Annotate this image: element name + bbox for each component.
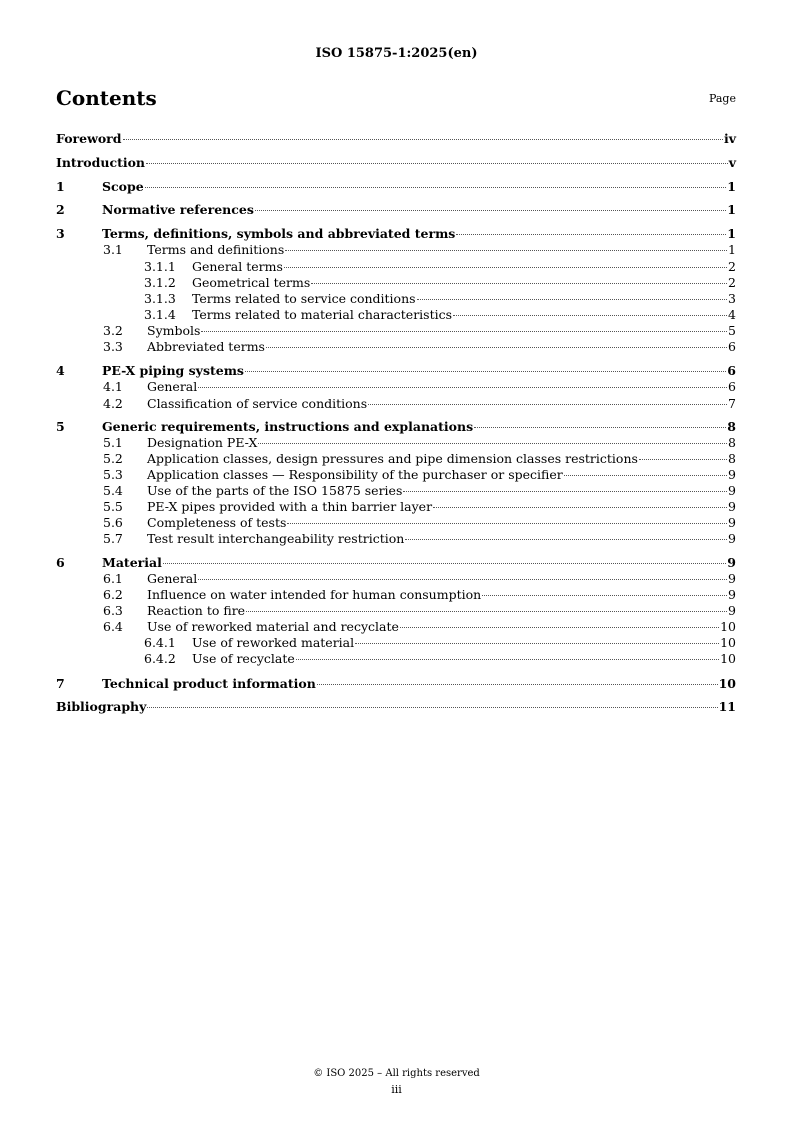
toc-entry-page: 2	[728, 259, 736, 274]
toc-entry-title: Foreword	[56, 131, 122, 146]
dot-leader	[368, 404, 727, 405]
toc-entry-number: 3.1.2	[144, 275, 176, 290]
toc-entry-number: 5.3	[103, 467, 123, 482]
page-footer	[0, 1066, 793, 1098]
toc-entry-number: 5.1	[103, 435, 123, 450]
toc-entry-page: 9	[728, 499, 736, 514]
page-column-label: Page	[708, 92, 736, 105]
toc-entry-title: Geometrical terms	[192, 275, 311, 290]
toc-entry-title: General terms	[192, 259, 283, 274]
toc-entry[interactable]	[56, 179, 736, 195]
toc-entry-title: Symbols	[147, 323, 201, 338]
toc-entry-page: 10	[718, 676, 736, 691]
toc-entry-title: General	[147, 571, 198, 586]
toc-entry-title: Use of recyclate	[192, 651, 295, 666]
toc-entry-page: 9	[728, 571, 736, 586]
toc-entry-number: 3	[56, 226, 65, 241]
toc-entry-page: 1	[727, 226, 736, 241]
toc-entry-title: Normative references	[102, 202, 254, 217]
dot-leader	[285, 250, 727, 251]
contents-title: Contents	[56, 86, 157, 110]
toc-entry[interactable]	[56, 291, 736, 307]
dot-leader	[482, 595, 727, 596]
dot-leader	[198, 387, 727, 388]
dot-leader	[245, 371, 726, 372]
dot-leader	[201, 331, 727, 332]
toc-entry-title: Use of reworked material and recyclate	[147, 619, 399, 634]
dot-leader	[433, 507, 727, 508]
dot-leader	[355, 643, 719, 644]
toc-entry-number: 6.3	[103, 603, 123, 618]
toc-entry-title: Generic requirements, instructions and explanations	[102, 419, 474, 434]
toc-entry[interactable]	[56, 676, 736, 692]
toc-entry-title: Use of reworked material	[192, 635, 355, 650]
toc-entry-title: Reaction to fire	[147, 603, 246, 618]
dot-leader	[417, 299, 728, 300]
toc-entry[interactable]	[56, 483, 736, 499]
toc-entry-page: 11	[718, 699, 736, 714]
dot-leader	[456, 234, 726, 235]
toc-entry[interactable]	[56, 242, 736, 258]
toc-entry[interactable]	[56, 531, 736, 547]
toc-entry-page: v	[728, 155, 736, 170]
toc-entry[interactable]	[56, 419, 736, 435]
toc-entry-number: 6	[56, 555, 65, 570]
toc-entry[interactable]	[56, 323, 736, 339]
toc-entry-number: 6.4.2	[144, 651, 176, 666]
toc-entry-number: 6.2	[103, 587, 123, 602]
toc-entry-page: 6	[727, 363, 736, 378]
toc-entry-title: Use of the parts of the ISO 15875 series	[147, 483, 403, 498]
dot-leader	[296, 659, 719, 660]
toc-entry-title: Bibliography	[56, 699, 147, 714]
toc-entry-number: 5	[56, 419, 65, 434]
toc-entry[interactable]	[56, 467, 736, 483]
toc-entry-title: Scope	[102, 179, 144, 194]
toc-entry-page: 9	[728, 483, 736, 498]
toc-entry-number: 3.2	[103, 323, 123, 338]
toc-entry-page: 10	[720, 651, 736, 666]
dot-leader	[147, 707, 717, 708]
toc-entry[interactable]	[56, 619, 736, 635]
document-id: ISO 15875-1:2025(en)	[315, 46, 478, 61]
dot-leader	[246, 611, 727, 612]
toc-entry-number: 4.2	[103, 396, 123, 411]
toc-entry[interactable]	[56, 226, 736, 242]
toc-entry-page: 4	[728, 307, 736, 322]
toc-entry-page: 8	[728, 451, 736, 466]
dot-leader	[163, 563, 726, 564]
toc-entry-number: 1	[56, 179, 65, 194]
toc-entry[interactable]	[56, 396, 736, 412]
toc-entry[interactable]	[56, 699, 736, 715]
toc-entry-title: Abbreviated terms	[147, 339, 265, 354]
dot-leader	[453, 315, 727, 316]
toc-entry-number: 5.2	[103, 451, 123, 466]
toc-entry-number: 5.5	[103, 499, 123, 514]
dot-leader	[287, 523, 727, 524]
toc-entry[interactable]	[56, 603, 736, 619]
toc-entry[interactable]	[56, 451, 736, 467]
toc-entry[interactable]	[56, 131, 736, 147]
toc-entry-title: Classification of service conditions	[147, 396, 368, 411]
toc-entry-title: Designation PE-X	[147, 435, 258, 450]
toc-entry-page: 8	[728, 435, 736, 450]
toc-entry-number: 7	[56, 676, 65, 691]
toc-entry[interactable]	[56, 339, 736, 355]
toc-entry-title: PE-X pipes provided with a thin barrier layer	[147, 499, 433, 514]
toc-entry-number: 6.4	[103, 619, 123, 634]
toc-entry-title: Terms and definitions	[147, 242, 285, 257]
toc-entry-title: Test result interchangeability restriction	[147, 531, 405, 546]
toc-entry[interactable]	[56, 499, 736, 515]
toc-entry[interactable]	[56, 379, 736, 395]
toc-entry-page: 9	[728, 603, 736, 618]
toc-entry-page: 1	[727, 179, 736, 194]
toc-entry-page: iv	[723, 131, 736, 146]
toc-entry-number: 6.1	[103, 571, 123, 586]
toc-entry-number: 5.7	[103, 531, 123, 546]
toc-entry-title: Influence on water intended for human consumption	[147, 587, 482, 602]
toc-entry-number: 5.6	[103, 515, 123, 530]
toc-entry-page: 8	[727, 419, 736, 434]
toc-entry-page: 6	[728, 339, 736, 354]
dot-leader	[311, 283, 727, 284]
dot-leader	[284, 267, 727, 268]
toc-entry[interactable]	[56, 202, 736, 218]
toc-entry-number: 4	[56, 363, 65, 378]
copyright-notice: © ISO 2025 – All rights reserved	[313, 1068, 480, 1079]
toc-entry-title: PE-X piping systems	[102, 363, 244, 378]
toc-entry-title: Terms related to material characteristics	[192, 307, 453, 322]
toc-entry-title: Application classes — Responsibility of the purchaser or specifier	[147, 467, 563, 482]
toc-entry-page: 1	[727, 202, 736, 217]
toc-entry-page: 7	[728, 396, 736, 411]
dot-leader	[146, 163, 728, 164]
dot-leader	[564, 475, 727, 476]
toc-entry-page: 3	[728, 291, 736, 306]
toc-entry-number: 3.1	[103, 242, 123, 257]
toc-entry-page: 9	[728, 515, 736, 530]
dot-leader	[123, 139, 723, 140]
toc-entry-title: General	[147, 379, 198, 394]
toc-entry-page: 1	[728, 242, 736, 257]
toc-entry-page: 2	[728, 275, 736, 290]
dot-leader	[639, 459, 727, 460]
toc-entry-number: 3.1.4	[144, 307, 176, 322]
toc-entry[interactable]	[56, 275, 736, 291]
toc-entry[interactable]	[56, 259, 736, 275]
dot-leader	[145, 187, 727, 188]
dot-leader	[198, 579, 727, 580]
toc-entry-page: 9	[727, 555, 736, 570]
toc-entry-number: 3.1.1	[144, 259, 176, 274]
toc-entry[interactable]	[56, 155, 736, 171]
toc-entry[interactable]	[56, 307, 736, 323]
dot-leader	[400, 627, 719, 628]
toc-entry-page: 9	[728, 587, 736, 602]
toc-entry[interactable]	[56, 635, 736, 651]
toc-entry-page: 10	[720, 635, 736, 650]
dot-leader	[255, 210, 726, 211]
page-number: iii	[391, 1083, 402, 1096]
toc-entry-page: 5	[728, 323, 736, 338]
toc-entry[interactable]	[56, 363, 736, 379]
toc-entry-page: 9	[728, 467, 736, 482]
toc-entry[interactable]	[56, 555, 736, 571]
toc-entry-title: Completeness of tests	[147, 515, 287, 530]
dot-leader	[258, 443, 727, 444]
toc-entry[interactable]	[56, 571, 736, 587]
toc-entry-number: 2	[56, 202, 65, 217]
toc-entry[interactable]	[56, 435, 736, 451]
toc-entry-number: 6.4.1	[144, 635, 176, 650]
toc-entry-title: Material	[102, 555, 162, 570]
dot-leader	[474, 427, 726, 428]
toc-entry-number: 5.4	[103, 483, 123, 498]
toc-entry-title: Technical product information	[102, 676, 316, 691]
toc-entry-number: 4.1	[103, 379, 123, 394]
toc-entry-number: 3.3	[103, 339, 123, 354]
toc-entry-page: 6	[728, 379, 736, 394]
toc-entry-number: 3.1.3	[144, 291, 176, 306]
toc-entry[interactable]	[56, 515, 736, 531]
toc-entry-page: 9	[728, 531, 736, 546]
dot-leader	[266, 347, 727, 348]
dot-leader	[405, 539, 727, 540]
toc-entry[interactable]	[56, 651, 736, 667]
toc-entry[interactable]	[56, 587, 736, 603]
dot-leader	[317, 684, 718, 685]
toc-entry-title: Terms, definitions, symbols and abbreviated terms	[102, 226, 456, 241]
toc-entry-title: Terms related to service conditions	[192, 291, 416, 306]
toc-entry-title: Application classes, design pressures and pipe dimension classes restrictions	[147, 451, 638, 466]
dot-leader	[403, 491, 727, 492]
toc-entry-title: Introduction	[56, 155, 146, 170]
toc-entry-page: 10	[720, 619, 736, 634]
